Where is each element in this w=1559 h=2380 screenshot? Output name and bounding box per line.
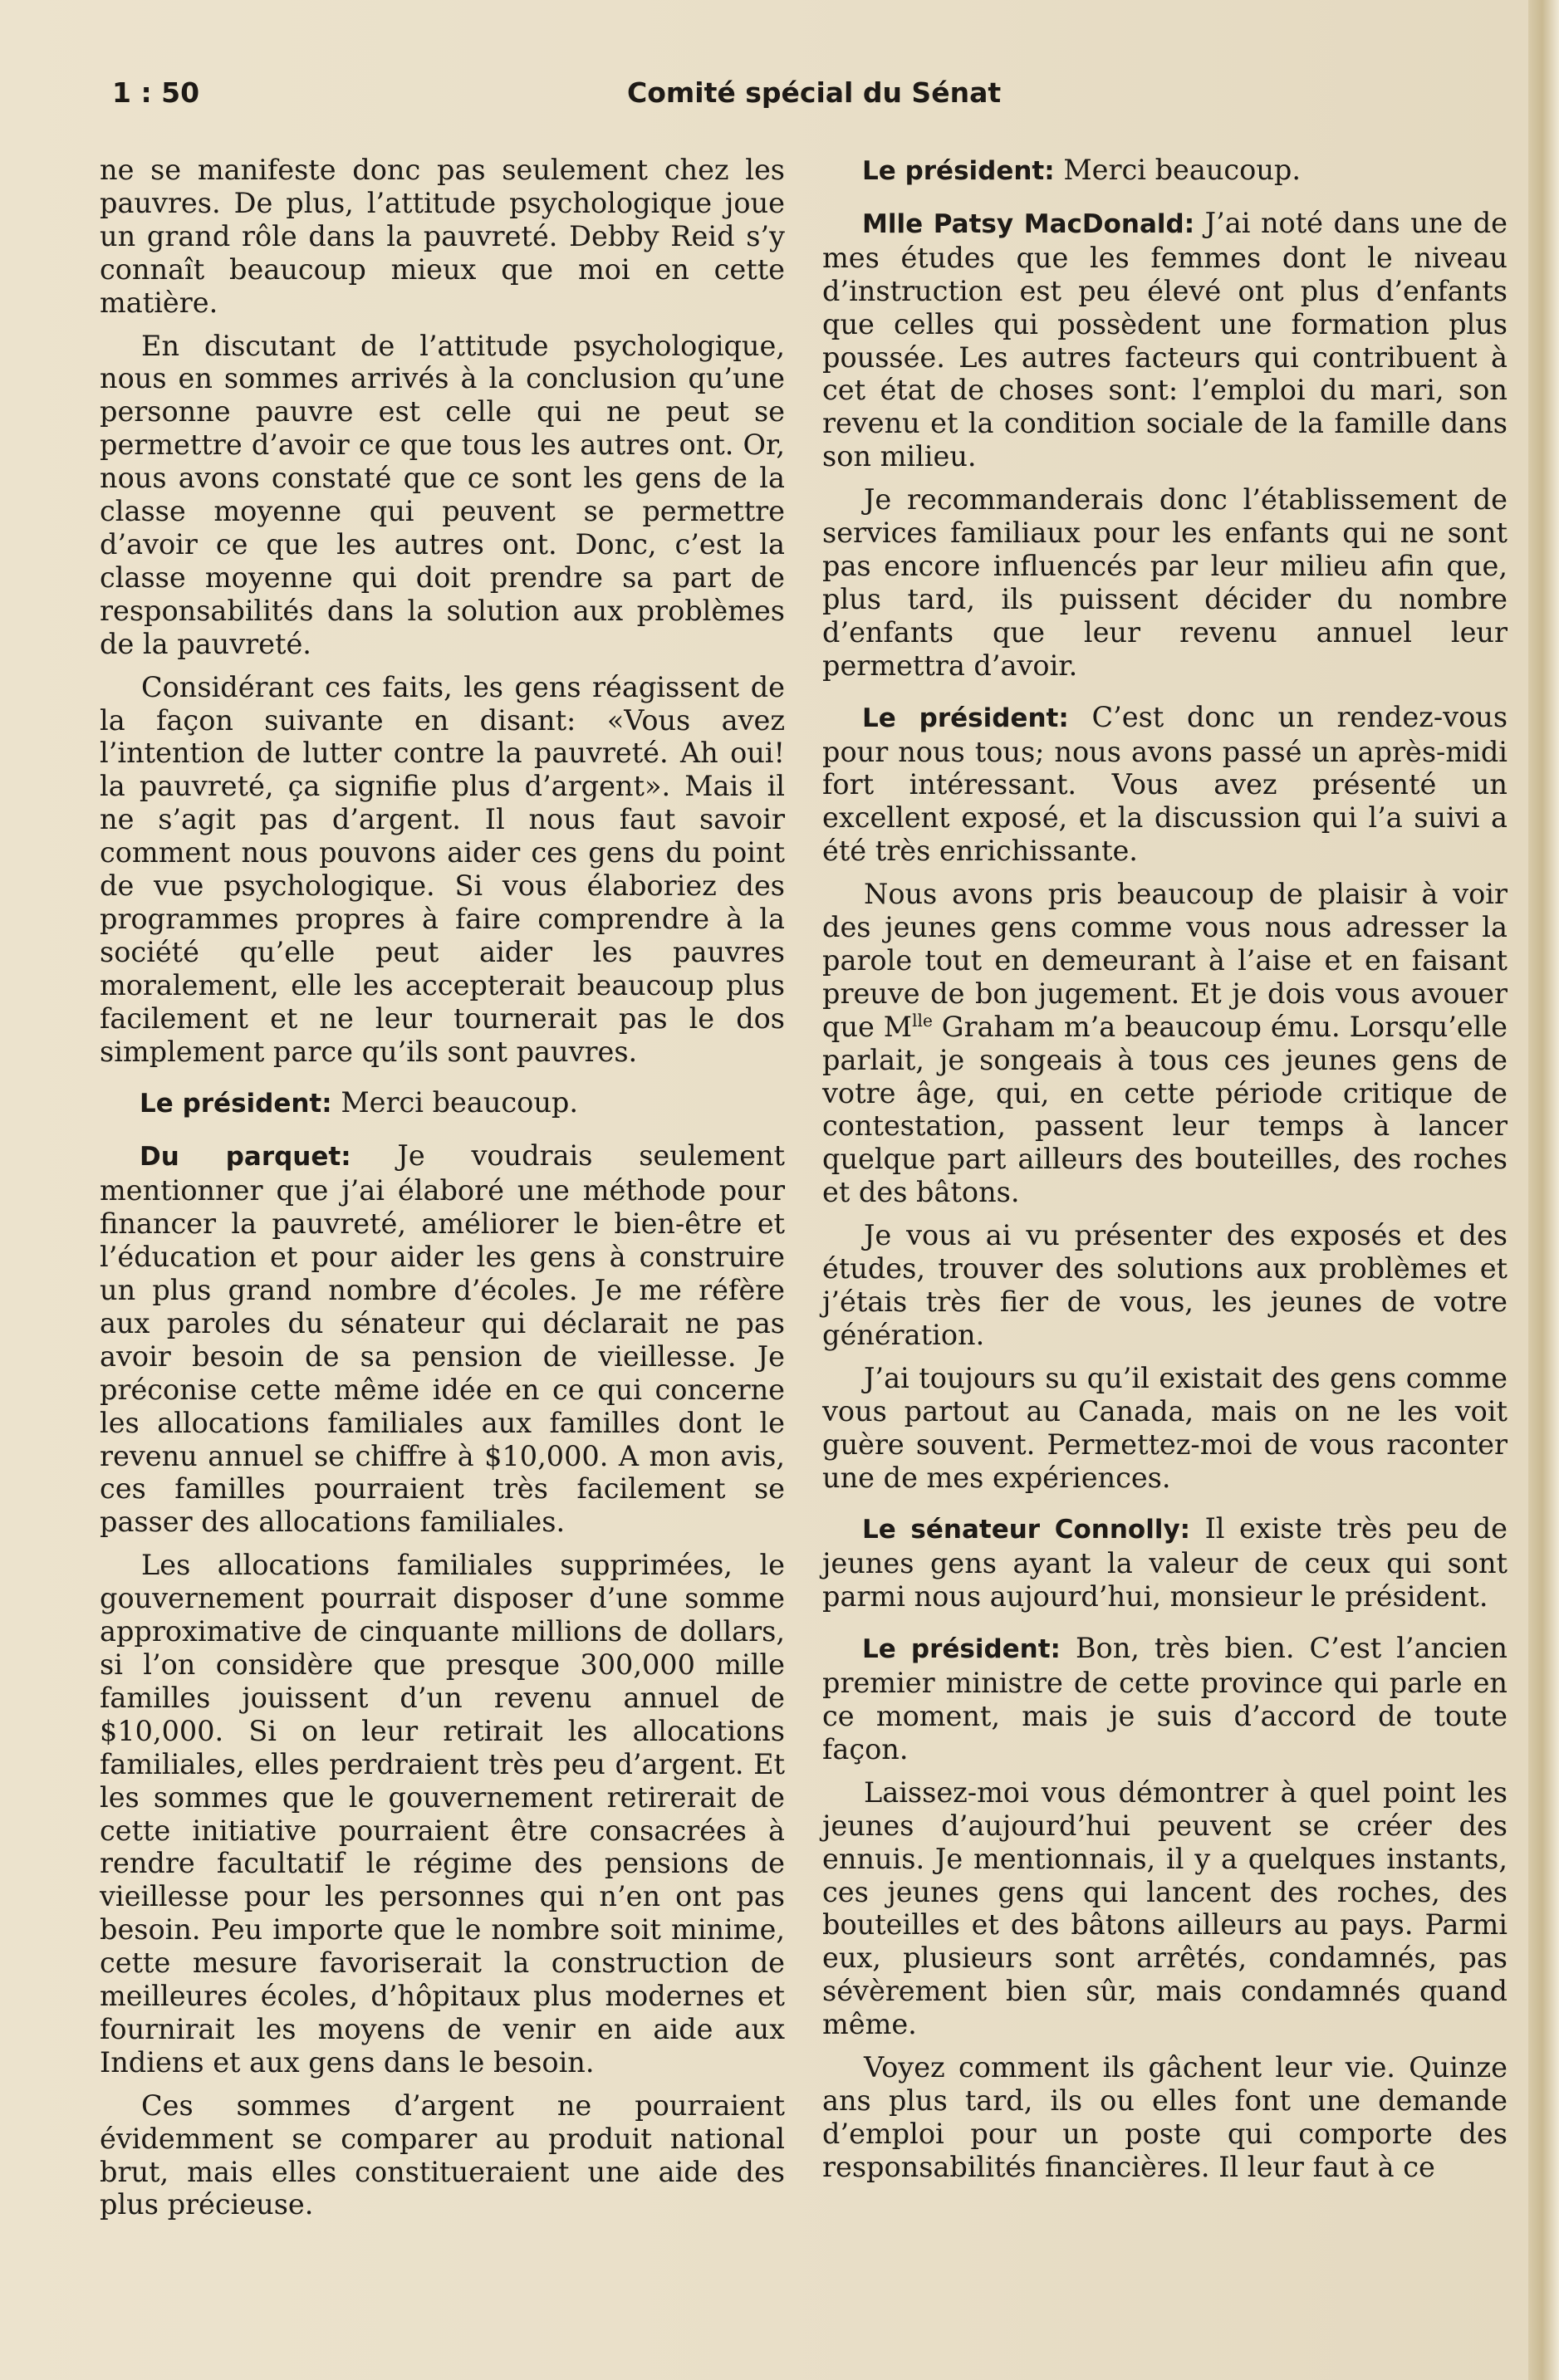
speech-paragraph xyxy=(822,701,1508,869)
right-column xyxy=(822,154,1508,2194)
paragraph: Ces sommes d’argent ne pourraient évidemment se comparer au produit national brut, mais elles constitueraient une aide des plus précieuse. xyxy=(100,2089,785,2221)
left-column xyxy=(100,154,785,2231)
speech-text: Merci beaucoup. xyxy=(341,1086,578,1119)
speech-text: Bon, très bien. C’est l’ancien premier ministre de cette province qui parle en ce moment, mais je suis d’accord de toute façon. xyxy=(822,1632,1508,1765)
speaker-name: Du parquet: xyxy=(140,1142,351,1173)
paragraph-text: Graham m’a beaucoup ému. Lorsqu’elle parlait, je songeais à tous ces jeunes gens de votre âge, qui, en cette période critique de contestation, passent leur temps à lancer quelque part ailleurs des bouteilles, des roches et des bâtons. xyxy=(822,1010,1508,1209)
speech-paragraph xyxy=(100,1086,785,1121)
paragraph: Je recommanderais donc l’établissement de services familiaux pour les enfants qui ne sont pas encore influencés par leur milieu afin que, plus tard, ils puissent décider du nombre d’enfants que leur revenu annuel leur permettra d’avoir. xyxy=(822,483,1508,682)
speaker-name: Le président: xyxy=(140,1089,332,1119)
paragraph: Laissez-moi vous démontrer à quel point les jeunes d’aujourd’hui peuvent se créer des ennuis. Je mentionnais, il y a quelques instants, ces jeunes gens qui lancent des roches, des bouteilles et des bâtons ailleurs au pays. Parmi eux, plusieurs sont arrêtés, condamnés, pas sévèrement bien sûr, mais condamnés quand même. xyxy=(822,1775,1508,2041)
superscript: lle xyxy=(912,1010,933,1031)
speech-text: J’ai noté dans une de mes études que les femmes dont le niveau d’instruction est peu élevé ont plus d’enfants que celles qui possèdent une formation plus poussée. Les autres facteurs qui contribuent à cet état de choses sont: l’emploi du mari, son revenu et la condition sociale de la famille dans son milieu. xyxy=(822,206,1508,473)
speech-text: C’est donc un rendez-vous pour nous tous; nous avons passé un après-midi fort intéressant. Vous avez présenté un excellent exposé, et la discussion qui l’a suivi a été très enrichissante. xyxy=(822,700,1508,868)
speaker-name: Le sénateur Connolly: xyxy=(862,1515,1191,1545)
paragraph: Je vous ai vu présenter des exposés et des études, trouver des solutions aux problèmes et j’étais très fier de vous, les jeunes de votre génération. xyxy=(822,1219,1508,1351)
speech-paragraph xyxy=(822,1632,1508,1766)
speech-paragraph xyxy=(822,1512,1508,1614)
page-edge xyxy=(1528,0,1559,2380)
paragraph-text: Nous avons pris beaucoup de plaisir à voir des jeunes gens comme vous nous adresser la parole tout en demeurant à l’aise et en faisant preuve de bon jugement. Et je dois vous avouer que M xyxy=(822,878,1508,1043)
running-title: Comité spécial du Sénat xyxy=(627,76,1002,109)
page-header xyxy=(112,76,1520,118)
paragraph: ne se manifeste donc pas seulement chez les pauvres. De plus, l’attitude psychologique joue un grand rôle dans la pauvreté. Debby Reid s’y connaît beaucoup mieux que moi en cette matière. xyxy=(100,154,785,319)
speech-paragraph xyxy=(100,1139,785,1539)
page-number: 1 : 50 xyxy=(112,76,200,109)
speaker-name: Le président: xyxy=(862,156,1055,186)
speech-paragraph xyxy=(822,207,1508,473)
paragraph: Voyez comment ils gâchent leur vie. Quinze ans plus tard, ils ou elles font une demande d’emploi pour un poste qui comporte des responsabilités financières. Il leur faut à ce xyxy=(822,2051,1508,2183)
speech-text: Il existe très peu de jeunes gens ayant la valeur de ceux qui sont parmi nous aujourd’hui, monsieur le président. xyxy=(822,1512,1508,1614)
paragraph: Les allocations familiales supprimées, le gouvernement pourrait disposer d’une somme approximative de cinquante millions de dollars, si l’on considère que presque 300,000 mille familles jouissent d’un revenu annuel de $10,000. Si on leur retirait les allocations familiales, elles perdraient très peu d’argent. Et les sommes que le gouvernement retirerait de cette initiative pourraient être consacrées à rendre facultatif le régime des pensions de vieillesse pour les personnes qui n’en ont pas besoin. Peu importe que le nombre soit minime, cette mesure favoriserait la construction de meilleures écoles, d’hôpitaux plus modernes et fournirait les moyens de venir en aide aux Indiens et aux gens dans le besoin. xyxy=(100,1549,785,2079)
paragraph: J’ai toujours su qu’il existait des gens comme vous partout au Canada, mais on ne les voit guère souvent. Permettez-moi de vous raconter une de mes expériences. xyxy=(822,1361,1508,1494)
speaker-name: Le président: xyxy=(862,1634,1061,1665)
speech-paragraph xyxy=(822,154,1508,189)
paragraph: En discutant de l’attitude psychologique, nous en sommes arrivés à la conclusion qu’une personne pauvre est celle qui ne peut se permettre d’avoir ce que tous les autres ont. Or, nous avons constaté que ce sont les gens de la classe moyenne qui peuvent se permettre d’avoir ce que les autres ont. Donc, c’est la classe moyenne qui doit prendre sa part de responsabilités dans la solution aux problèmes de la pauvreté. xyxy=(100,329,785,660)
speaker-name: Le président: xyxy=(862,703,1069,733)
speaker-name: Mlle Patsy MacDonald: xyxy=(862,208,1195,239)
paragraph: Considérant ces faits, les gens réagissent de la façon suivante en disant: «Vous avez l’intention de lutter contre la pauvreté. Ah oui! la pauvreté, ça signifie plus d’argent». Mais il ne s’agit pas d’argent. Il nous faut savoir comment nous pouvons aider ces gens du point de vue psychologique. Si vous élaboriez des programmes propres à faire comprendre à la société qu’elle peut aider les pauvres moralement, elle les accepterait beaucoup plus facilement et ne leur tournerait pas le dos simplement parce qu’ils sont pauvres. xyxy=(100,670,785,1068)
paragraph xyxy=(822,878,1508,1209)
speech-text: Merci beaucoup. xyxy=(1063,154,1301,186)
speech-text: Je voudrais seulement mentionner que j’ai élaboré une méthode pour financer la pauvreté, améliorer le bien-être et l’éducation et pour aider les gens à construire un plus grand nombre d’écoles. Je me réfère aux paroles du sénateur qui déclarait ne pas avoir besoin de sa pension de vieillesse. Je préconise cette même idée en ce qui concerne les allocations familiales aux familles dont le revenu annuel se chiffre à $10,000. A mon avis, ces familles pourraient très facilement se passer des allocations familiales. xyxy=(100,1139,785,1539)
